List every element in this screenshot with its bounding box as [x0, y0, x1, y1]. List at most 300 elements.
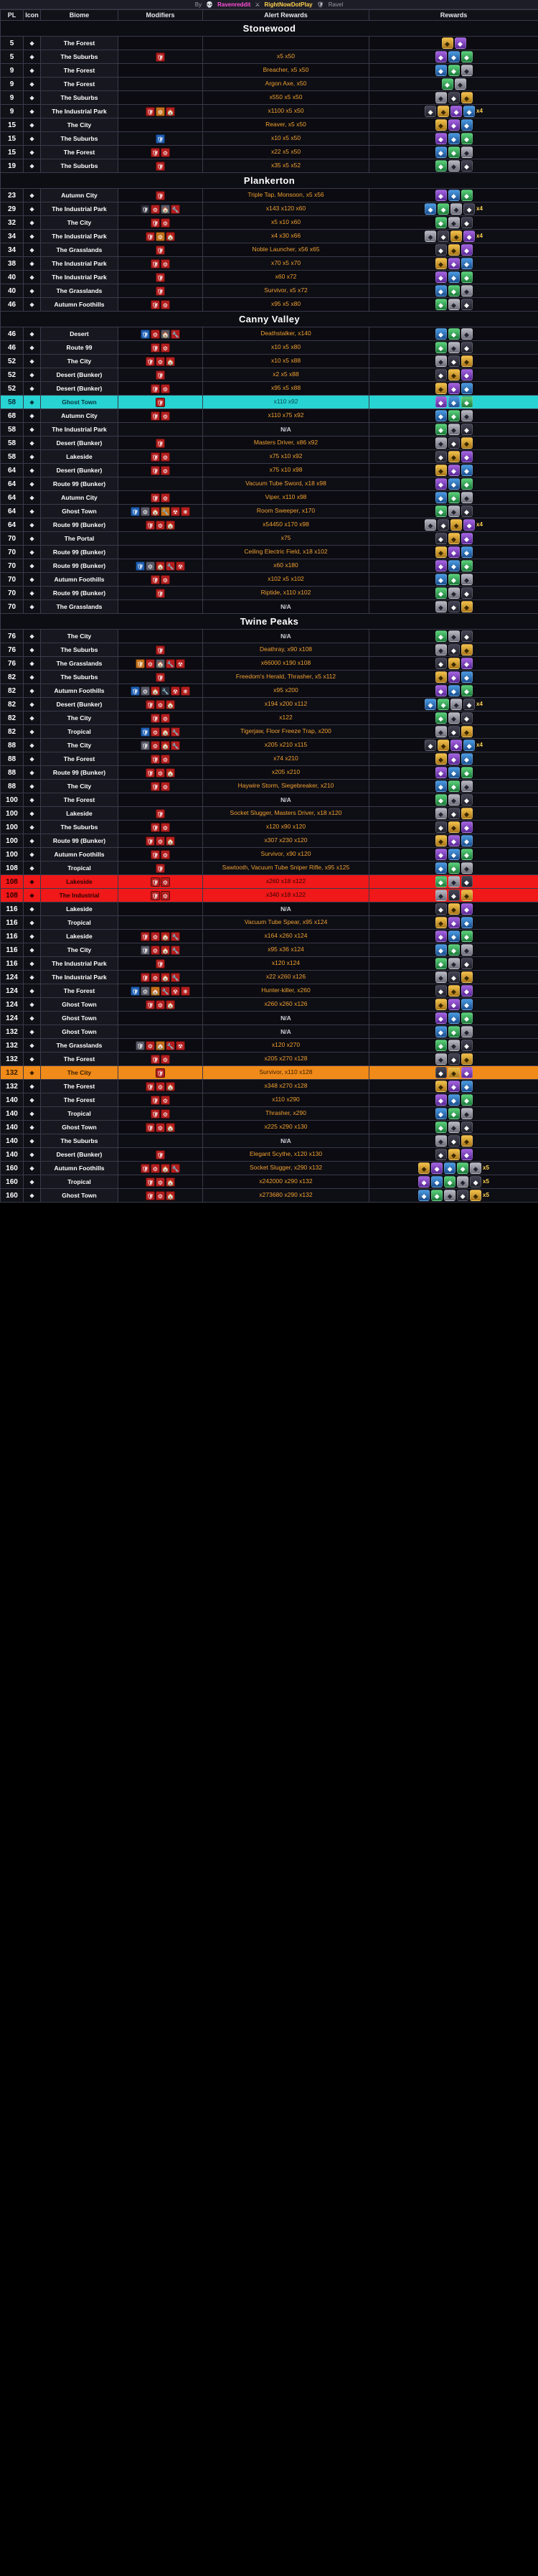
reward-icon[interactable]: ◆ — [470, 1162, 481, 1174]
modifier-icon[interactable]: ☢ — [176, 561, 185, 571]
mission-row[interactable] — [1, 230, 538, 243]
reward-icon[interactable]: ◆ — [435, 794, 447, 806]
mission-row[interactable] — [1, 793, 538, 807]
modifier-icon[interactable]: 🛡 — [136, 1041, 145, 1050]
modifier-icon[interactable]: 🛡 — [146, 768, 155, 778]
reward-icon[interactable]: ◆ — [448, 601, 460, 612]
reward-icon[interactable]: ◆ — [435, 712, 447, 724]
reward-icon[interactable]: ◆ — [435, 533, 447, 544]
modifier-icon[interactable]: 🛡 — [151, 823, 160, 832]
mission-row[interactable] — [1, 587, 538, 600]
reward-icon[interactable]: ◆ — [448, 794, 460, 806]
reward-icon[interactable]: ◆ — [435, 424, 447, 435]
mission-row[interactable] — [1, 1107, 538, 1121]
modifier-icon[interactable]: 🛡 — [156, 645, 165, 655]
reward-icon[interactable]: ◆ — [435, 217, 447, 228]
reward-icon[interactable]: ◆ — [438, 106, 449, 117]
reward-icon[interactable]: ◆ — [448, 355, 460, 367]
reward-icon[interactable]: ◆ — [448, 465, 460, 476]
mission-row[interactable] — [1, 78, 538, 91]
reward-icon[interactable]: ◆ — [461, 821, 473, 833]
mission-row[interactable] — [1, 957, 538, 971]
modifier-icon[interactable]: 🛡 — [146, 1082, 155, 1091]
reward-icon[interactable]: ◆ — [448, 533, 460, 544]
mission-row[interactable] — [1, 1148, 538, 1162]
reward-icon[interactable]: ◆ — [461, 119, 473, 131]
modifier-icon[interactable]: 🛡 — [151, 148, 160, 157]
modifier-icon[interactable]: 🏠 — [166, 232, 175, 241]
modifier-icon[interactable]: 🛡 — [151, 891, 160, 900]
reward-icon[interactable]: ◆ — [461, 451, 473, 462]
reward-icon[interactable]: ◆ — [435, 65, 447, 76]
reward-icon[interactable]: ◆ — [461, 533, 473, 544]
mission-row[interactable] — [1, 423, 538, 437]
reward-icon[interactable]: ◆ — [435, 835, 447, 846]
modifier-icon[interactable]: 🛡 — [156, 589, 165, 598]
reward-icon[interactable]: ◆ — [457, 1162, 468, 1174]
modifier-icon[interactable]: 🛡 — [146, 357, 155, 366]
modifier-icon[interactable]: 🏠 — [151, 686, 160, 696]
mission-row[interactable] — [1, 821, 538, 834]
reward-icon[interactable]: ◆ — [463, 230, 475, 242]
reward-icon[interactable]: ◆ — [461, 1053, 473, 1065]
reward-icon[interactable]: ◆ — [461, 160, 473, 172]
modifier-icon[interactable]: 🏠 — [166, 357, 175, 366]
modifier-icon[interactable]: ⚙ — [156, 768, 165, 778]
reward-icon[interactable]: ◆ — [448, 328, 460, 340]
modifier-icon[interactable]: ⚙ — [146, 1041, 155, 1050]
modifier-icon[interactable]: 🔧 — [171, 946, 180, 955]
reward-icon[interactable]: ◆ — [448, 985, 460, 997]
reward-icon[interactable]: ◆ — [450, 230, 462, 242]
modifier-icon[interactable]: 🛡 — [151, 218, 160, 228]
reward-icon[interactable]: ◆ — [448, 835, 460, 846]
reward-icon[interactable]: ◆ — [448, 424, 460, 435]
modifier-icon[interactable]: ⚙ — [161, 755, 170, 764]
reward-icon[interactable]: ◆ — [435, 92, 447, 103]
reward-icon[interactable]: ◆ — [457, 1190, 468, 1201]
modifier-icon[interactable]: ⚙ — [161, 493, 170, 503]
reward-icon[interactable]: ◆ — [448, 258, 460, 269]
modifier-icon[interactable]: 🛡 — [156, 959, 165, 969]
modifier-icon[interactable]: 🛡 — [151, 1096, 160, 1105]
modifier-icon[interactable]: 🛡 — [151, 493, 160, 503]
mission-row[interactable] — [1, 464, 538, 477]
mission-row[interactable] — [1, 64, 538, 78]
reward-icon[interactable]: ◆ — [461, 903, 473, 915]
reward-icon[interactable]: ◆ — [461, 1040, 473, 1051]
reward-icon[interactable]: ◆ — [463, 106, 475, 117]
reward-icon[interactable]: ◆ — [448, 780, 460, 792]
reward-icon[interactable]: ◆ — [435, 685, 447, 696]
reward-icon[interactable]: ◆ — [463, 739, 475, 751]
modifier-icon[interactable]: 🛡 — [141, 946, 150, 955]
reward-icon[interactable]: ◆ — [448, 862, 460, 874]
reward-icon[interactable]: ◆ — [435, 999, 447, 1010]
modifier-icon[interactable]: ⚙ — [161, 343, 170, 353]
modifier-icon[interactable]: ⚙ — [151, 973, 160, 982]
modifier-icon[interactable]: 🏠 — [161, 973, 170, 982]
modifier-icon[interactable]: ⚙ — [156, 1082, 165, 1091]
modifier-icon[interactable]: 🔧 — [171, 741, 180, 750]
reward-icon[interactable]: ◆ — [435, 133, 447, 144]
reward-icon[interactable]: ◆ — [435, 285, 447, 297]
mission-row[interactable] — [1, 671, 538, 684]
modifier-icon[interactable]: 🛡 — [156, 1068, 165, 1078]
reward-icon[interactable]: ◆ — [435, 451, 447, 462]
reward-icon[interactable]: ◆ — [461, 299, 473, 310]
modifier-icon[interactable]: 🛡 — [146, 1000, 155, 1009]
modifier-icon[interactable]: 🛡 — [131, 507, 140, 516]
modifier-icon[interactable]: ⚙ — [161, 300, 170, 309]
reward-icon[interactable]: ◆ — [435, 821, 447, 833]
modifier-icon[interactable]: 🔧 — [171, 973, 180, 982]
reward-icon[interactable]: ◆ — [448, 51, 460, 62]
reward-icon[interactable]: ◆ — [470, 1190, 481, 1201]
reward-icon[interactable]: ◆ — [461, 767, 473, 778]
modifier-icon[interactable]: 🛡 — [151, 452, 160, 462]
mission-row[interactable] — [1, 902, 538, 916]
reward-icon[interactable]: ◆ — [435, 190, 447, 201]
modifier-icon[interactable]: ⚙ — [151, 932, 160, 941]
reward-icon[interactable]: ◆ — [448, 560, 460, 571]
reward-icon[interactable]: ◆ — [448, 505, 460, 517]
reward-icon[interactable]: ◆ — [461, 574, 473, 585]
reward-icon[interactable]: ◆ — [435, 917, 447, 928]
reward-icon[interactable]: ◆ — [457, 1176, 468, 1187]
reward-icon[interactable]: ◆ — [448, 971, 460, 983]
reward-icon[interactable]: ◆ — [461, 890, 473, 901]
reward-icon[interactable]: ◆ — [418, 1176, 430, 1187]
reward-icon[interactable]: ◆ — [461, 644, 473, 655]
reward-icon[interactable]: ◆ — [448, 644, 460, 655]
reward-icon[interactable]: ◆ — [444, 1176, 456, 1187]
modifier-icon[interactable]: 🛡 — [141, 205, 150, 214]
modifier-icon[interactable]: ⚙ — [156, 107, 165, 116]
modifier-icon[interactable]: ⚙ — [156, 1191, 165, 1200]
modifier-icon[interactable]: 🛡 — [156, 864, 165, 873]
reward-icon[interactable]: ◆ — [438, 739, 449, 751]
modifier-icon[interactable]: 🛡 — [156, 191, 165, 200]
reward-icon[interactable]: ◆ — [461, 630, 473, 642]
modifier-icon[interactable]: ⚙ — [161, 1096, 170, 1105]
modifier-icon[interactable]: ⚙ — [146, 561, 155, 571]
modifier-icon[interactable]: ⚙ — [156, 700, 165, 709]
modifier-icon[interactable]: ⚙ — [161, 1109, 170, 1119]
mission-row[interactable] — [1, 298, 538, 312]
modifier-icon[interactable]: 🛡 — [131, 986, 140, 996]
reward-icon[interactable]: ◆ — [425, 699, 436, 710]
modifier-icon[interactable]: 🛡 — [156, 809, 165, 818]
reward-icon[interactable]: ◆ — [448, 587, 460, 599]
reward-icon[interactable]: ◆ — [461, 65, 473, 76]
reward-icon[interactable]: ◆ — [448, 1081, 460, 1092]
modifier-icon[interactable]: ⚙ — [156, 1177, 165, 1187]
reward-icon[interactable]: ◆ — [435, 244, 447, 256]
reward-icon[interactable]: ◆ — [461, 601, 473, 612]
mission-row[interactable] — [1, 998, 538, 1012]
mission-row[interactable] — [1, 105, 538, 118]
reward-icon[interactable]: ◆ — [448, 1067, 460, 1078]
modifier-icon[interactable]: 🛡 — [146, 836, 155, 846]
modifier-icon[interactable]: ☢ — [176, 1041, 185, 1050]
mission-row[interactable] — [1, 698, 538, 711]
reward-icon[interactable]: ◆ — [435, 560, 447, 571]
reward-icon[interactable]: ◆ — [461, 930, 473, 942]
reward-icon[interactable]: ◆ — [435, 587, 447, 599]
modifier-icon[interactable]: 🏠 — [161, 1164, 170, 1173]
reward-icon[interactable]: ◆ — [470, 1176, 481, 1187]
modifier-icon[interactable]: 🏠 — [166, 107, 175, 116]
reward-icon[interactable]: ◆ — [435, 1067, 447, 1078]
reward-icon[interactable]: ◆ — [435, 658, 447, 669]
mission-row[interactable] — [1, 916, 538, 930]
mission-row[interactable] — [1, 532, 538, 546]
modifier-icon[interactable]: 🏠 — [156, 659, 165, 668]
modifier-icon[interactable]: 🛡 — [151, 343, 160, 353]
modifier-icon[interactable]: 🛡 — [151, 259, 160, 269]
modifier-icon[interactable]: 🏠 — [166, 836, 175, 846]
reward-icon[interactable]: ◆ — [435, 753, 447, 765]
modifier-icon[interactable]: 🛡 — [146, 232, 155, 241]
reward-icon[interactable]: ◆ — [463, 203, 475, 215]
modifier-icon[interactable]: 🔧 — [161, 986, 170, 996]
reward-icon[interactable]: ◆ — [448, 383, 460, 394]
reward-icon[interactable]: ◆ — [461, 1108, 473, 1119]
reward-icon[interactable]: ◆ — [425, 106, 436, 117]
modifier-icon[interactable]: 🛡 — [156, 370, 165, 380]
reward-icon[interactable]: ◆ — [461, 560, 473, 571]
reward-icon[interactable]: ◆ — [435, 644, 447, 655]
mission-row[interactable] — [1, 930, 538, 943]
reward-icon[interactable]: ◆ — [448, 410, 460, 421]
modifier-icon[interactable]: 🛡 — [141, 741, 150, 750]
modifier-icon[interactable]: ☢ — [171, 986, 180, 996]
mission-row[interactable] — [1, 752, 538, 766]
reward-icon[interactable]: ◆ — [448, 630, 460, 642]
reward-icon[interactable]: ◆ — [461, 658, 473, 669]
reward-icon[interactable]: ◆ — [448, 1040, 460, 1051]
reward-icon[interactable]: ◆ — [448, 342, 460, 353]
reward-icon[interactable]: ◆ — [455, 37, 466, 49]
reward-icon[interactable]: ◆ — [448, 821, 460, 833]
reward-icon[interactable]: ◆ — [435, 1026, 447, 1037]
reward-icon[interactable]: ◆ — [448, 119, 460, 131]
reward-icon[interactable]: ◆ — [431, 1176, 443, 1187]
mission-row[interactable] — [1, 355, 538, 368]
reward-icon[interactable]: ◆ — [461, 1081, 473, 1092]
mission-row[interactable] — [1, 1175, 538, 1189]
reward-icon[interactable]: ◆ — [448, 271, 460, 283]
modifier-icon[interactable]: 🏠 — [161, 330, 170, 339]
reward-icon[interactable]: ◆ — [461, 396, 473, 408]
reward-icon[interactable]: ◆ — [448, 451, 460, 462]
mission-row[interactable] — [1, 1080, 538, 1093]
reward-icon[interactable]: ◆ — [435, 574, 447, 585]
reward-icon[interactable]: ◆ — [435, 726, 447, 737]
reward-icon[interactable]: ◆ — [425, 739, 436, 751]
modifier-icon[interactable]: 🔧 — [171, 1164, 180, 1173]
mission-row[interactable] — [1, 159, 538, 173]
mission-row[interactable] — [1, 146, 538, 159]
modifier-icon[interactable]: 🛡 — [151, 300, 160, 309]
modifier-icon[interactable]: 🛡 — [156, 439, 165, 448]
reward-icon[interactable]: ◆ — [425, 203, 436, 215]
modifier-icon[interactable]: 🛡 — [141, 330, 150, 339]
modifier-icon[interactable]: 🛡 — [151, 850, 160, 859]
modifier-icon[interactable]: 🛡 — [146, 700, 155, 709]
modifier-icon[interactable]: 🛡 — [131, 686, 140, 696]
modifier-icon[interactable]: ⚙ — [156, 232, 165, 241]
modifier-icon[interactable]: ❄ — [181, 686, 190, 696]
modifier-icon[interactable]: 🔧 — [166, 1041, 175, 1050]
mission-row[interactable] — [1, 1189, 538, 1203]
reward-icon[interactable]: ◆ — [448, 999, 460, 1010]
modifier-icon[interactable]: 🛡 — [151, 575, 160, 584]
modifier-icon[interactable]: 🏠 — [151, 507, 160, 516]
reward-icon[interactable]: ◆ — [461, 190, 473, 201]
reward-icon[interactable]: ◆ — [461, 1135, 473, 1147]
modifier-icon[interactable]: 🏠 — [161, 741, 170, 750]
reward-icon[interactable]: ◆ — [448, 244, 460, 256]
reward-icon[interactable]: ◆ — [448, 767, 460, 778]
reward-icon[interactable]: ◆ — [461, 712, 473, 724]
reward-icon[interactable]: ◆ — [448, 685, 460, 696]
reward-icon[interactable]: ◆ — [435, 1108, 447, 1119]
reward-icon[interactable]: ◆ — [435, 930, 447, 942]
reward-icon[interactable]: ◆ — [450, 106, 462, 117]
mission-row[interactable] — [1, 368, 538, 382]
reward-icon[interactable]: ◆ — [435, 258, 447, 269]
reward-icon[interactable]: ◆ — [461, 726, 473, 737]
modifier-icon[interactable]: 🏠 — [166, 1000, 175, 1009]
modifier-icon[interactable]: ⚙ — [161, 411, 170, 421]
mission-row[interactable] — [1, 505, 538, 518]
reward-icon[interactable]: ◆ — [418, 1162, 430, 1174]
reward-icon[interactable]: ◆ — [448, 890, 460, 901]
modifier-icon[interactable]: 🏠 — [161, 946, 170, 955]
mission-row[interactable] — [1, 1162, 538, 1175]
reward-icon[interactable]: ◆ — [448, 133, 460, 144]
reward-icon[interactable]: ◆ — [461, 437, 473, 449]
modifier-icon[interactable]: 🛡 — [141, 1164, 150, 1173]
mission-row[interactable] — [1, 807, 538, 821]
modifier-icon[interactable]: 🛡 — [156, 1150, 165, 1159]
mission-row[interactable] — [1, 132, 538, 146]
reward-icon[interactable]: ◆ — [461, 753, 473, 765]
mission-row[interactable] — [1, 725, 538, 739]
modifier-icon[interactable]: 🛡 — [156, 246, 165, 255]
modifier-icon[interactable]: 🏠 — [161, 932, 170, 941]
reward-icon[interactable]: ◆ — [435, 1149, 447, 1160]
reward-icon[interactable]: ◆ — [448, 160, 460, 172]
modifier-icon[interactable]: ⚙ — [151, 741, 160, 750]
reward-icon[interactable]: ◆ — [461, 285, 473, 297]
reward-icon[interactable]: ◆ — [461, 1012, 473, 1024]
mission-row[interactable] — [1, 984, 538, 998]
modifier-icon[interactable]: 🛡 — [146, 1191, 155, 1200]
modifier-icon[interactable]: 🏠 — [166, 1177, 175, 1187]
reward-icon[interactable]: ◆ — [461, 478, 473, 490]
modifier-icon[interactable]: 🔧 — [166, 659, 175, 668]
modifier-icon[interactable]: ⚙ — [161, 218, 170, 228]
reward-icon[interactable]: ◆ — [438, 699, 449, 710]
modifier-icon[interactable]: 🛡 — [141, 727, 150, 737]
reward-icon[interactable]: ◆ — [435, 160, 447, 172]
reward-icon[interactable]: ◆ — [461, 985, 473, 997]
modifier-icon[interactable]: 🛡 — [156, 398, 165, 407]
mission-row[interactable] — [1, 327, 538, 341]
modifier-icon[interactable]: 🏠 — [161, 205, 170, 214]
modifier-icon[interactable]: 🏠 — [166, 1082, 175, 1091]
modifier-icon[interactable]: 🔧 — [171, 330, 180, 339]
reward-icon[interactable]: ◆ — [448, 1121, 460, 1133]
modifier-icon[interactable]: 🛡 — [136, 561, 145, 571]
reward-icon[interactable]: ◆ — [448, 712, 460, 724]
modifier-icon[interactable]: ⚙ — [156, 521, 165, 530]
reward-icon[interactable]: ◆ — [435, 465, 447, 476]
modifier-icon[interactable]: 🛡 — [151, 1055, 160, 1064]
reward-icon[interactable]: ◆ — [448, 146, 460, 158]
modifier-icon[interactable]: ❄ — [181, 986, 190, 996]
reward-icon[interactable]: ◆ — [461, 1121, 473, 1133]
reward-icon[interactable]: ◆ — [461, 685, 473, 696]
reward-icon[interactable]: ◆ — [461, 410, 473, 421]
reward-icon[interactable]: ◆ — [442, 37, 453, 49]
reward-icon[interactable]: ◆ — [448, 190, 460, 201]
mission-row[interactable] — [1, 600, 538, 614]
reward-icon[interactable]: ◆ — [448, 1108, 460, 1119]
reward-icon[interactable]: ◆ — [461, 1026, 473, 1037]
reward-icon[interactable]: ◆ — [461, 492, 473, 503]
reward-icon[interactable]: ◆ — [448, 478, 460, 490]
modifier-icon[interactable]: ⚙ — [156, 1000, 165, 1009]
reward-icon[interactable]: ◆ — [461, 587, 473, 599]
reward-icon[interactable]: ◆ — [461, 146, 473, 158]
reward-icon[interactable]: ◆ — [435, 1121, 447, 1133]
reward-icon[interactable]: ◆ — [461, 971, 473, 983]
reward-icon[interactable]: ◆ — [435, 51, 447, 62]
reward-icon[interactable]: ◆ — [450, 699, 462, 710]
mission-row[interactable] — [1, 684, 538, 698]
modifier-icon[interactable]: 🛡 — [151, 782, 160, 791]
reward-icon[interactable]: ◆ — [435, 355, 447, 367]
mission-row[interactable] — [1, 559, 538, 573]
reward-icon[interactable]: ◆ — [461, 917, 473, 928]
reward-icon[interactable]: ◆ — [435, 849, 447, 860]
reward-icon[interactable]: ◆ — [450, 739, 462, 751]
mission-row[interactable] — [1, 1066, 538, 1080]
modifier-icon[interactable]: 🛡 — [151, 1109, 160, 1119]
mission-row[interactable] — [1, 284, 538, 298]
reward-icon[interactable]: ◆ — [435, 1081, 447, 1092]
reward-icon[interactable]: ◆ — [461, 849, 473, 860]
mission-row[interactable] — [1, 643, 538, 657]
modifier-icon[interactable]: ⚙ — [161, 714, 170, 723]
reward-icon[interactable]: ◆ — [461, 1067, 473, 1078]
reward-icon[interactable]: ◆ — [461, 342, 473, 353]
reward-icon[interactable]: ◆ — [448, 944, 460, 956]
reward-icon[interactable]: ◆ — [461, 465, 473, 476]
reward-icon[interactable]: ◆ — [448, 65, 460, 76]
reward-icon[interactable]: ◆ — [461, 133, 473, 144]
modifier-icon[interactable]: 🔧 — [166, 561, 175, 571]
reward-icon[interactable]: ◆ — [435, 601, 447, 612]
modifier-icon[interactable]: 🛡 — [151, 714, 160, 723]
reward-icon[interactable]: ◆ — [435, 944, 447, 956]
reward-icon[interactable]: ◆ — [448, 492, 460, 503]
mission-row[interactable] — [1, 189, 538, 202]
